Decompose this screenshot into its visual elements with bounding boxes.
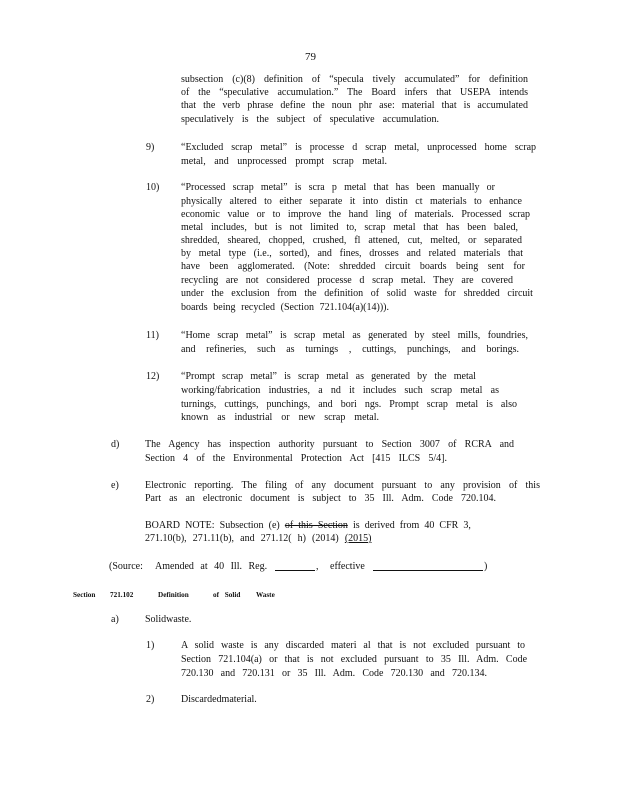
board-note-text: BOARD NOTE: Subsection (e) (145, 520, 280, 531)
item-12-line: working/fabrication industries, a nd it includes such scrap metal as (181, 385, 499, 396)
item-a1-line: 720.130 and 720.131 or 35 Ill. Adm. Code 720.130 and 720.134. (181, 668, 487, 679)
item-10-line: boards being recycled (Section 721.104(a)(14))). (181, 302, 390, 313)
item-10-line: shredded, sheared, chopped, crushed, fl attened, cut, melted, or separated (181, 235, 522, 246)
item-a-label: a) (111, 614, 119, 625)
item-11-label: 11) (146, 330, 159, 341)
source-effective: effective (330, 561, 365, 572)
item-12-line: “Prompt scrap metal” is scrap metal as generated by the metal (181, 371, 476, 382)
item-e-line: Electronic reporting. The filing of any document pursuant to any provision of this (145, 480, 540, 491)
section-title: Waste (256, 591, 275, 599)
item-10-line: recycling are not considered processe d scrap metal. They are covered (181, 275, 513, 286)
board-note-deleted-text: of this Section (284, 520, 348, 531)
item-a1-label: 1) (146, 640, 155, 651)
item-e-label: e) (111, 480, 119, 491)
item-a2-text: Discardedmaterial. (181, 694, 257, 705)
item-d-line: The Agency has inspection authority pursuant to Section 3007 of RCRA and (145, 439, 515, 450)
item-a-text: Solidwaste. (145, 614, 192, 625)
item-9-line: metal, and unprocessed prompt scrap metal. (181, 156, 387, 167)
item-12-label: 12) (146, 371, 160, 382)
intro-line: that the verb phrase define the noun phr ase: material that is accumulated (181, 100, 528, 111)
item-10-line: “Processed scrap metal” is scra p metal that has been manually or (181, 182, 495, 193)
intro-line: subsection (c)(8) definition of “specula tively accumulated” for definition (181, 74, 528, 85)
item-11-line: “Home scrap metal” is scrap metal as generated by steel mills, foundries, (181, 330, 528, 341)
item-12-line: turnings, cuttings, punchings, and bori ngs. Prompt scrap metal is also (181, 399, 518, 410)
effective-date-blank (373, 560, 483, 571)
section-label: Section (73, 591, 96, 599)
intro-line: of the “speculative accumulation.” The Board infers that USEPA intends (181, 87, 528, 98)
item-a1-line: A solid waste is any discarded materi al that is not excluded pursuant to (181, 640, 526, 651)
register-page-blank (275, 560, 315, 571)
source-text: Amended at 40 Ill. Reg. (155, 561, 268, 572)
section-title: of Solid (213, 591, 241, 599)
item-9-line: “Excluded scrap metal” is processe d scrap metal, unprocessed home scrap (181, 142, 537, 153)
source-close: ) (484, 561, 488, 572)
source-comma: , (316, 561, 319, 572)
item-10-label: 10) (146, 182, 160, 193)
board-note-line-2 (145, 532, 372, 545)
source-label: (Source: (109, 561, 143, 572)
item-d-line: Section 4 of the Environmental Protection Act [415 ILCS 5/4]. (145, 453, 448, 464)
page-number: 79 (305, 51, 316, 63)
item-d-label: d) (111, 439, 120, 450)
item-11-line: and refineries, such as turnings , cuttings, punchings, and borings. (181, 344, 520, 355)
board-note-text: 271.10(b), 271.11(b), and 271.12( h) (2014) (145, 533, 339, 544)
item-a1-line: Section 721.104(a) or that is not excluded pursuant to 35 Ill. Adm. Code (181, 654, 528, 665)
item-a2-label: 2) (146, 694, 155, 705)
section-number: 721.102 (110, 591, 134, 599)
board-note-text: is derived from 40 CFR 3, (352, 520, 471, 531)
item-10-line: have been agglomerated. (Note: shredded circuit boards being sent for (181, 261, 526, 272)
intro-line: speculatively is the subject of speculative accumulation. (181, 114, 440, 125)
item-12-line: known as industrial or new scrap metal. (181, 412, 380, 423)
section-title: Definition (158, 591, 189, 599)
item-10-line: by metal type (i.e., sorted), and fines, drosses and related materials that (181, 248, 523, 259)
item-10-line: metal includes, but is not limited to, scrap metal that has been baled, (181, 222, 519, 233)
item-10-line: under the exclusion from the definition of solid waste for shredded circuit (181, 288, 533, 299)
board-note-inserted-text: (2015) (344, 533, 372, 544)
board-note-line-1 (145, 519, 471, 532)
item-9-label: 9) (146, 142, 155, 153)
item-10-line: physically altered to either separate it into distin ct materials to enhance (181, 196, 522, 207)
item-10-line: economic value or to improve the hand ling of materials. Processed scrap (181, 209, 531, 220)
item-e-line: Part as an electronic document is subject to 35 Ill. Adm. Code 720.104. (145, 493, 496, 504)
